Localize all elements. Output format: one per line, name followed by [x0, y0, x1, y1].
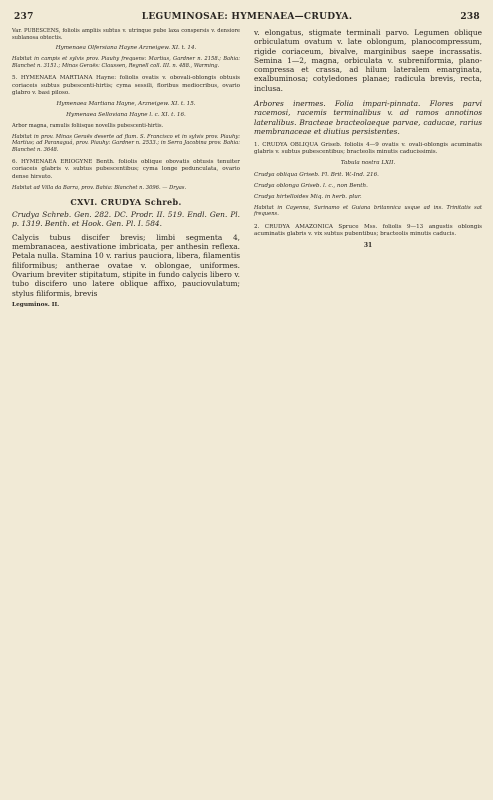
species-entry: 2. CRUDYA AMAZONICA Spruce Mss. foliolis 9—13 angustis oblongis acuminatis glabris v. vix subtus pubentibus; bracteolis minutis caducis.: [254, 224, 482, 238]
habitat: Habitat ad Villa da Barra, prov. Bahia: Blanchet n. 3096. — Dryas.: [12, 184, 187, 191]
habitat: Habitat in campis et sylvis prov. Piauhy frequens: Martius, Gardner n. 2158.; Bahia: Blanchet n. 3151.; Minas Geraës: Claussen, Regnell coll. III. n. 488., Warming.: [12, 56, 240, 69]
genus-description: Calycis tubus discifer brevis; limbi segmenta 4, membranacea, aestivatione imbricata, per anthesin reflexa. Petala nulla. Stamina 10 v. rarius pauciora, libera, filamentis filiformibus; antherae ovatae v. oblongae, uniformes. Ovarium breviter stipitatum, stipite in fundo calycis libero v. tubo discifero uno latere oblique affixo, pauciovulatum; stylus filiformis, brevis: [12, 232, 240, 298]
plate-reference: Tabula nostra LXII.: [340, 160, 396, 167]
synonym: Crudya oblonga Griseb. l. c., non Benth.: [254, 182, 368, 189]
synonym: Crudya obliqua Griseb. Fl. Brit. W.-Ind. 216.: [254, 171, 379, 178]
page-header: [12, 12, 482, 22]
signature-mark: Leguminos. II.: [12, 301, 60, 308]
left-column: [12, 28, 240, 308]
synonym: Hymenaea Martiana Hayne, Arzneigew. XI. t. 15.: [56, 100, 196, 107]
species-entry: 1. CRUDYA OBLIQUA Griseb. foliolis 4—9 ovatis v. ovali-oblongis acuminatis glabris v. subtus pubescentibus; bracteolis minutis caducissimis.: [254, 142, 482, 156]
habitat: Habitat in Cayenna, Surinamo et Guiana britannica usque ad ins. Trinitatis sat frequens.: [254, 204, 482, 218]
genus-description-cont: v. elongatus, stigmate terminali parvo. Legumen oblique orbiculatum ovatum v. late oblongum, planocompressum, rigide coriaceum, bivalve, marginibus saepe incrassatis. Semina 1—2, magna, orbiculata v. subreniformia, plano-compressa et crassa, ad hilum lateralem emarginata, exalbuminosa; cotyledones planae; radicula brevis, recta, inclusa.: [254, 28, 482, 93]
signature-number: 31: [363, 242, 373, 250]
synonym: Crudya hirtelloides Miq. in herb. plur.: [254, 193, 362, 200]
right-page-number: 238: [460, 12, 480, 22]
paragraph: Var. PUBESCENS, foliolis ampliis subtus v. utrinque pube laxa conspersis v. densiore sublanosa obtectis.: [12, 28, 240, 41]
left-page-number: 237: [14, 12, 34, 22]
genus-references: Crudya Schreb. Gen. 282. DC. Prodr. II. 519. Endl. Gen. Pl. p. 1319. Benth. et Hook. Gen. Pl. I. 584.: [12, 210, 240, 229]
synonym: Hymenaea Olfersiana Hayne Arzneigew. XI. t. 14.: [55, 45, 197, 52]
species-entry: 5. HYMENAEA MARTIANA Hayne: foliolis ovatis v. obovali-oblongis obtusis coriaceis subtus pubescenti-hirtis; cyma sessili, floribus mediocribus, ovario glabro v. basi piloso.: [12, 75, 240, 96]
running-title: LEGUMINOSAE: HYMENAEA—CRUDYA.: [141, 12, 353, 22]
genus-heading: CXVI. CRUDYA Schreb.: [70, 197, 182, 208]
habitat: Habitat in prov. Minas Geraës deserte ad flum. S. Francisco et in sylvis prov. Piauhy: Martius; ad Paranaguá, prov. Piauhy: Gardner n. 2533.; in Serra Jacobina prov. Bahia: Blanchet n. 3648.: [12, 133, 240, 153]
species-entry: 6. HYMENAEA ERIOGYNE Benth. foliolis oblique obovatis obtusis tenuiter coriaceis glabris v. subtus pubescentibus; cyma longe pedunculata, ovario dense hirsuto.: [12, 159, 240, 180]
description: Arbor magna, ramulis foliisque novellis pubescenti-hirtis.: [12, 122, 164, 129]
habit-description: Arbores inermes. Folia impari-pinnata. Flores parvi racemosi, racemis terminalibus v. ad ramos annotinos lateralibus. Bracteae bracteolaeque parvae, caducae, rarius membranaceae et diutius persistentes.: [254, 99, 482, 136]
synonym: Hymenaea Selloviana Hayne l. c. XI. t. 16.: [66, 111, 186, 118]
right-column: [254, 28, 482, 308]
